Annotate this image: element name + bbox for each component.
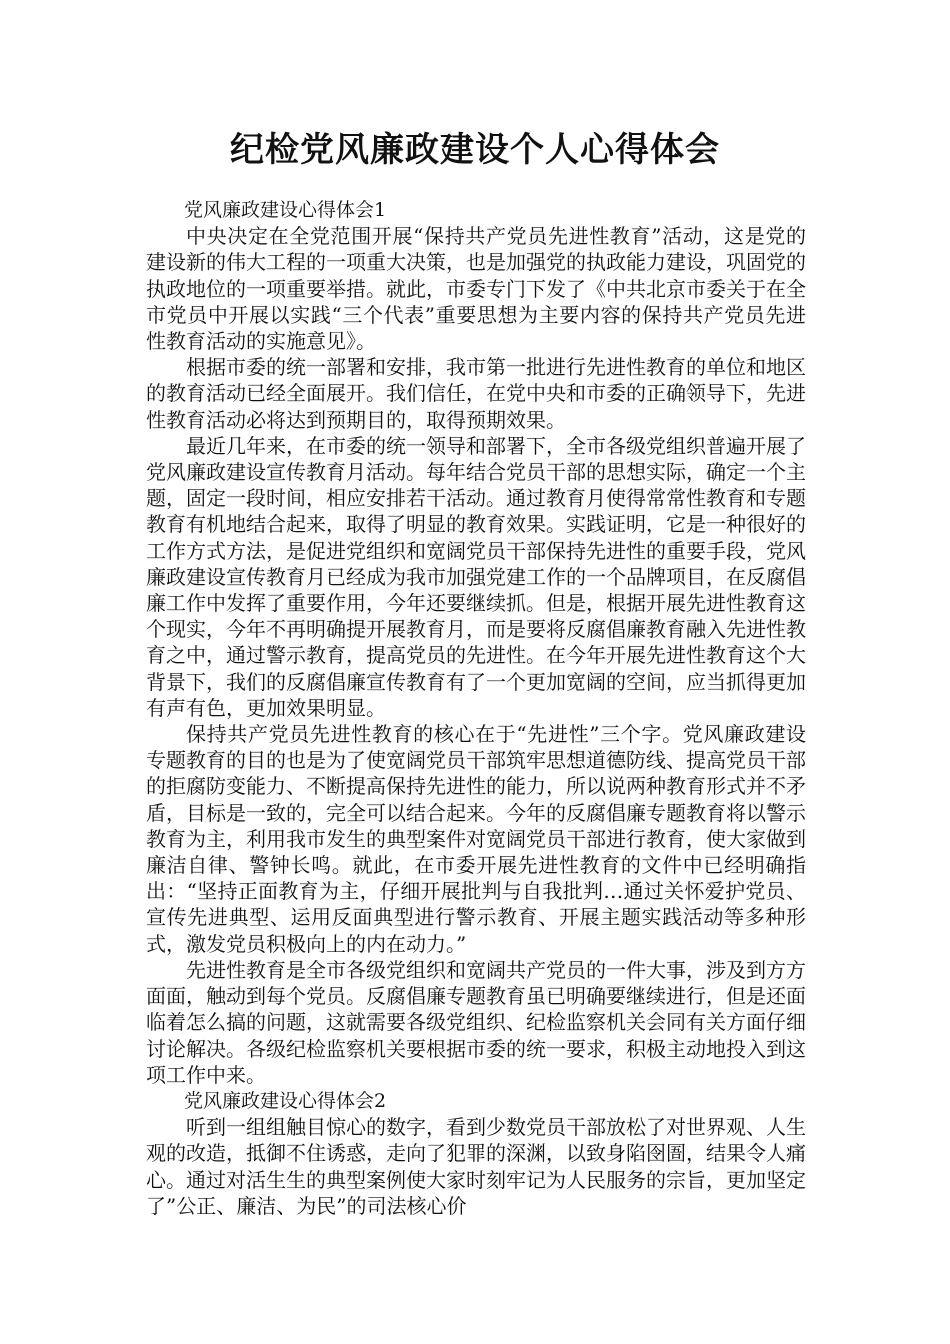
section-heading-1: 党风廉政建设心得体会1 bbox=[184, 199, 387, 221]
paragraph: 听到一组组触目惊心的数字，看到少数党员干部放松了对世界观、人生观的改造，抵御不住诱惑，走向了犯罪的深渊，以致身陷囹圄，结果令人痛心。通过对活生生的典型案例使大家时刻牢记为人民服务的宗旨，更加坚定了”公正、廉洁、为民”的司法核心价 bbox=[146, 1115, 806, 1218]
paragraph: 中央决定在全党范围开展“保持共产党员先进性教育”活动，这是党的建设新的伟大工程的一项重大决策，也是加强党的执政能力建设，巩固党的执政地位的一项重要举措。就此，市委专门下发了《中共北京市委关于在全市党员中开展以实践“三个代表”重要思想为主要内容的保持共产党员先进性教育活动的实施意见》。 bbox=[146, 224, 806, 354]
paragraph: 保持共产党员先进性教育的核心在于“先进性”三个字。党风廉政建设专题教育的目的也是为了使宽阔党员干部筑牢思想道德防线、提高党员干部的拒腐防变能力、不断提高保持先进性的能力，所以说两种教育形式并不矛盾，目标是一致的，完全可以结合起来。今年的反腐倡廉专题教育将以警示教育为主，利用我市发生的典型案件对宽阔党员干部进行教育，使大家做到廉洁自律、警钟长鸣。就此，在市委开展先进性教育的文件中已经明确指出：“坚持正面教育为主，仔细开展批判与自我批判…通过关怀爱护党员、宣传先进典型、运用反面典型进行警示教育、开展主题实践活动等多种形式，激发党员积极向上的内在动力。” bbox=[146, 722, 806, 956]
section-heading-2: 党风廉政建设心得体会2 bbox=[184, 1089, 387, 1112]
document-body bbox=[146, 197, 806, 1219]
paragraph: 先进性教育是全市各级党组织和宽阔共产党员的一件大事，涉及到方方面面，触动到每个党员。反腐倡廉专题教育虽已明确要继续进行，但是还面临着怎么搞的问题，这就需要各级党组织、纪检监察机关会同有关方面仔细讨论解决。各级纪检监察机关要根据市委的统一要求，积极主动地投入到这项工作中来。 bbox=[146, 957, 806, 1087]
paragraph: 根据市委的统一部署和安排，我市第一批进行先进性教育的单位和地区的教育活动已经全面展开。我们信任，在党中央和市委的正确领导下，先进性教育活动必将达到预期目的，取得预期效果。 bbox=[146, 355, 806, 432]
paragraph: 最近几年来，在市委的统一领导和部署下，全市各级党组织普遍开展了党风廉政建设宣传教育月活动。每年结合党员干部的思想实际，确定一个主题，固定一段时间，相应安排若干活动。通过教育月使得常常性教育和专题教育有机地结合起来，取得了明显的教育效果。实践证明，它是一种很好的工作方式方法，是促进党组织和宽阔党员干部保持先进性的重要手段，党风廉政建设宣传教育月已经成为我市加强党建工作的一个品牌项目，在反腐倡廉工作中发挥了重要作用，今年还要继续抓。但是，根据开展先进性教育这个现实，今年不再明确提开展教育月，而是要将反腐倡廉教育融入先进性教育之中，通过警示教育，提高党员的先进性。在今年开展先进性教育这个大背景下，我们的反腐倡廉宣传教育有了一个更加宽阔的空间，应当抓得更加有声有色，更加效果明显。 bbox=[146, 433, 806, 720]
document-title: 纪检党风廉政建设个人心得体会 bbox=[230, 130, 720, 170]
